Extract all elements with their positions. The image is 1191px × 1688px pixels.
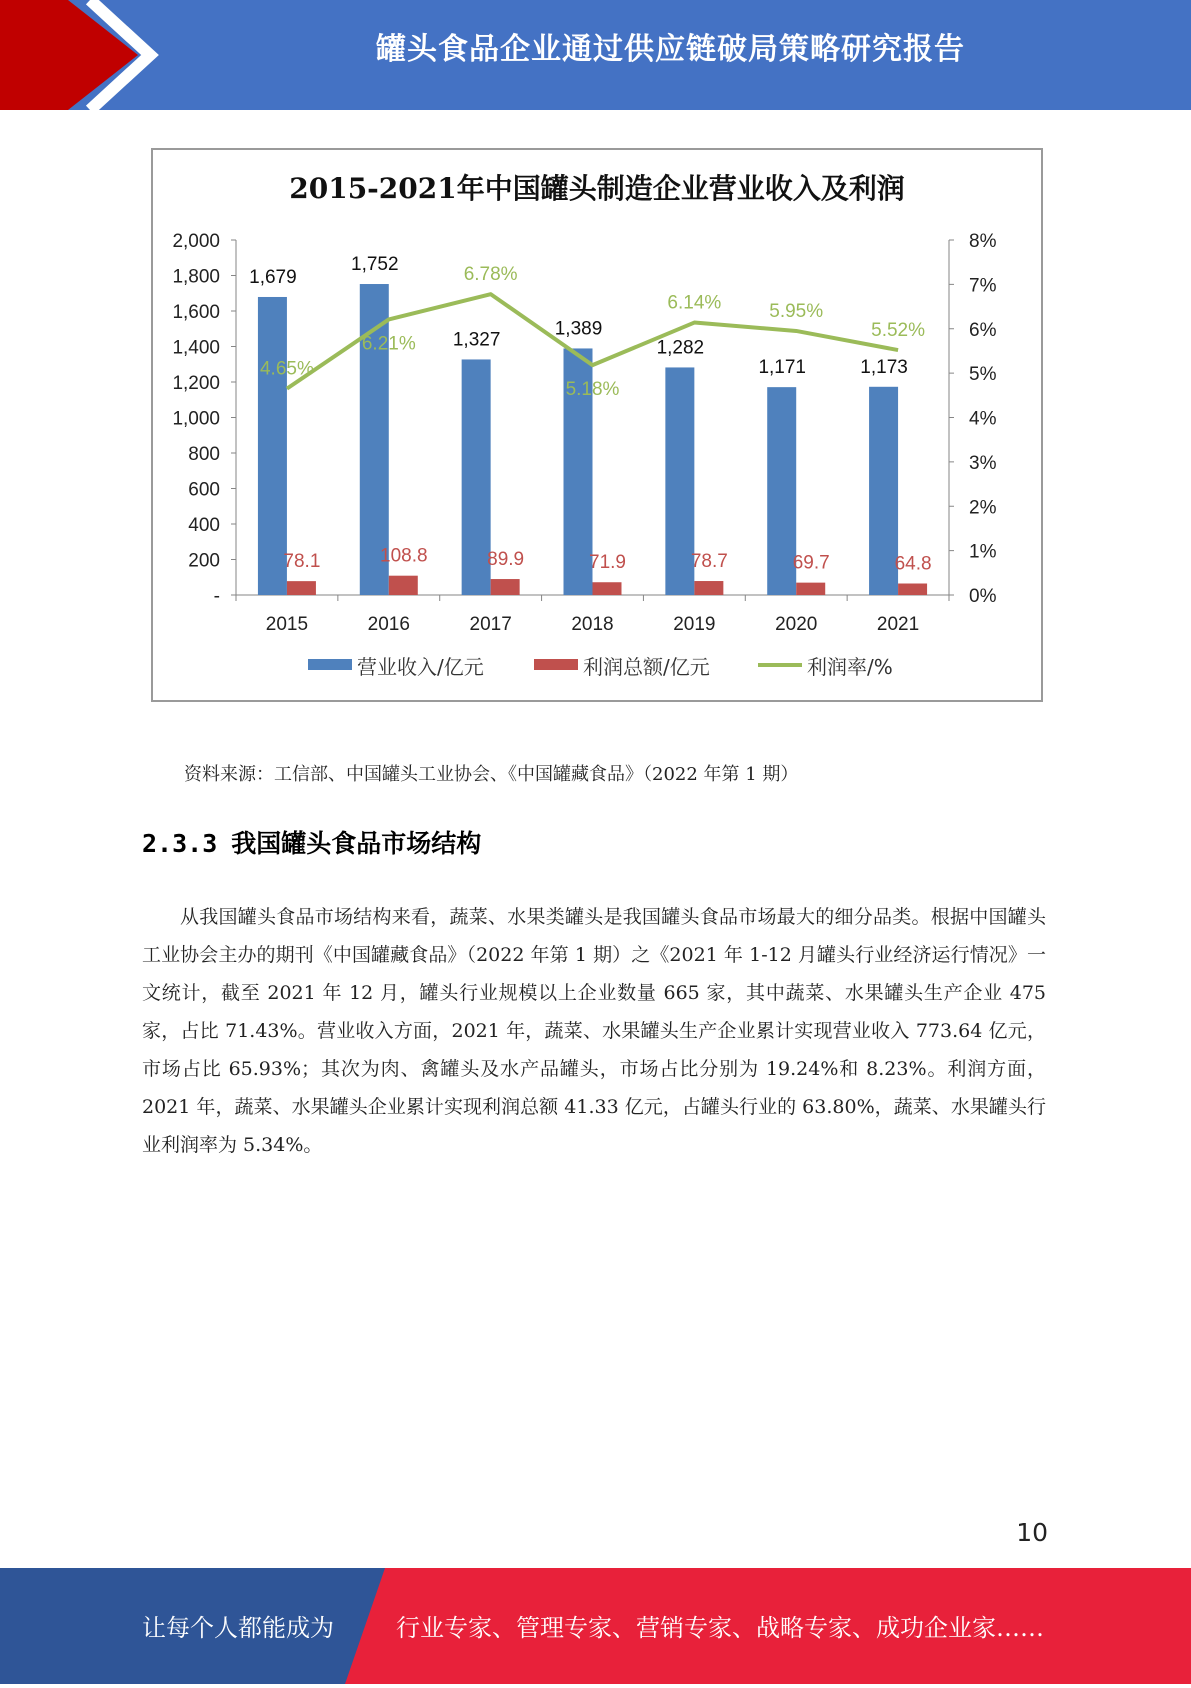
revenue-value-label: 1,282 (656, 337, 705, 359)
left-axis-tick-label: 1,400 (172, 337, 220, 359)
x-axis-tick-label: 2020 (775, 614, 818, 635)
profit-bar (898, 583, 927, 595)
x-axis-tick-label: 2015 (265, 614, 309, 635)
right-axis-tick-label: 2% (969, 497, 997, 519)
left-axis-tick-label: 400 (188, 515, 220, 536)
left-axis-tick-label: 1,800 (172, 266, 220, 288)
right-axis-tick-label: 5% (969, 364, 997, 386)
left-axis-tick-label: - (213, 586, 220, 607)
right-axis-tick-label: 3% (969, 452, 997, 474)
page-number: 10 (1016, 1518, 1048, 1547)
chart-frame (151, 148, 1043, 702)
legend-revenue-label: 营业收入/亿元 (357, 655, 484, 679)
x-axis-tick-label: 2018 (571, 614, 614, 635)
legend-rate-label: 利润率/% (807, 655, 893, 679)
x-axis-tick-label: 2016 (367, 614, 410, 635)
profit-rate-label: 5.52% (871, 320, 926, 342)
revenue-value-label: 1,171 (758, 357, 806, 379)
profit-bar (491, 579, 520, 595)
profit-rate-label: 5.18% (565, 379, 620, 401)
left-axis-tick-label: 1,600 (172, 302, 220, 323)
revenue-value-label: 1,173 (860, 356, 908, 378)
profit-value-label: 78.7 (690, 551, 728, 573)
header-title: 罐头食品企业通过供应链破局策略研究报告 (376, 32, 965, 67)
footer-slogan-right: 行业专家、管理专家、营销专家、战略专家、成功企业家…… (396, 1614, 1044, 1642)
profit-bar (796, 583, 825, 595)
profit-value-label: 69.7 (792, 552, 830, 574)
right-axis-tick-label: 1% (969, 541, 997, 563)
section-title: 我国罐头食品市场结构 (231, 829, 482, 858)
profit-value-label: 89.9 (487, 549, 525, 571)
profit-bar (389, 576, 418, 595)
profit-value-label: 64.8 (894, 553, 932, 575)
chart-title: 2015-2021年中国罐头制造企业营业收入及利润 (289, 172, 905, 205)
profit-value-label: 78.1 (283, 551, 321, 573)
header-red-arrow (0, 0, 138, 110)
profit-rate-label: 6.21% (361, 333, 416, 355)
left-axis-tick-label: 1,000 (172, 408, 220, 430)
revenue-value-label: 1,389 (554, 318, 603, 340)
revenue-value-label: 1,679 (249, 266, 297, 288)
section-heading (142, 824, 481, 860)
left-axis-tick-label: 600 (188, 479, 220, 501)
section-number: 2.3.3 (142, 829, 218, 858)
revenue-value-label: 1,327 (452, 329, 501, 351)
revenue-value-label: 1,752 (351, 254, 399, 276)
x-axis-tick-label: 2021 (876, 614, 920, 635)
profit-rate-label: 4.65% (259, 358, 314, 380)
legend-profit-label: 利润总额/亿元 (583, 655, 710, 679)
profit-rate-label: 5.95% (769, 300, 824, 322)
x-axis-tick-label: 2017 (469, 614, 512, 635)
profit-value-label: 108.8 (380, 545, 428, 567)
legend-profit-swatch (534, 659, 578, 670)
profit-value-label: 71.9 (589, 552, 626, 574)
left-axis-tick-label: 800 (188, 444, 220, 465)
profit-bar (593, 582, 622, 595)
right-axis-tick-label: 4% (969, 408, 997, 430)
profit-bar (694, 581, 723, 595)
right-axis-tick-label: 7% (969, 275, 997, 297)
legend-revenue-swatch (308, 659, 352, 670)
left-axis-tick-label: 200 (188, 550, 220, 572)
profit-rate-label: 6.14% (667, 292, 722, 314)
revenue-profit-chart (153, 150, 1041, 700)
right-axis-tick-label: 8% (969, 231, 997, 252)
left-axis-tick-label: 1,200 (172, 373, 220, 394)
page-header (0, 0, 1191, 110)
profit-rate-label: 6.78% (463, 264, 518, 286)
body-paragraph: 从我国罐头食品市场结构来看，蔬菜、水果类罐头是我国罐头食品市场最大的细分品类。根据中国罐头工业协会主办的期刊《中国罐藏食品》（2022 年第 1 期）之《2021 年 1-12 月罐头行业经济运行情况》一文统计，截至 2021 年 12 月，罐头行业规模以上企业数量 665 家，其中蔬菜、水果罐头生产企业 475 家，占比 71.43%。营业收入方面，2021 年，蔬菜、水果罐头生产企业累计实现营业收入 773.64 亿元，市场占比 65.93%；其次为肉、禽罐头及水产品罐头，市场占比分别为 19.24%和 8.23%。利润方面，2021 年，蔬菜、水果罐头企业累计实现利润总额 41.33 亿元，占罐头行业的 63.80%，蔬菜、水果罐头行业利润率为 5.34%。 (142, 906, 1046, 1156)
footer-slogan-left: 让每个人都能成为 (142, 1614, 334, 1642)
right-axis-tick-label: 0% (969, 586, 997, 607)
source-note: 资料来源：工信部、中国罐头工业协会、《中国罐藏食品》（2022 年第 1 期） (184, 764, 799, 785)
x-axis-tick-label: 2019 (673, 614, 716, 635)
page-footer (0, 1568, 1191, 1684)
profit-bar (287, 581, 316, 595)
left-axis-tick-label: 2,000 (172, 231, 220, 252)
right-axis-tick-label: 6% (969, 319, 997, 341)
